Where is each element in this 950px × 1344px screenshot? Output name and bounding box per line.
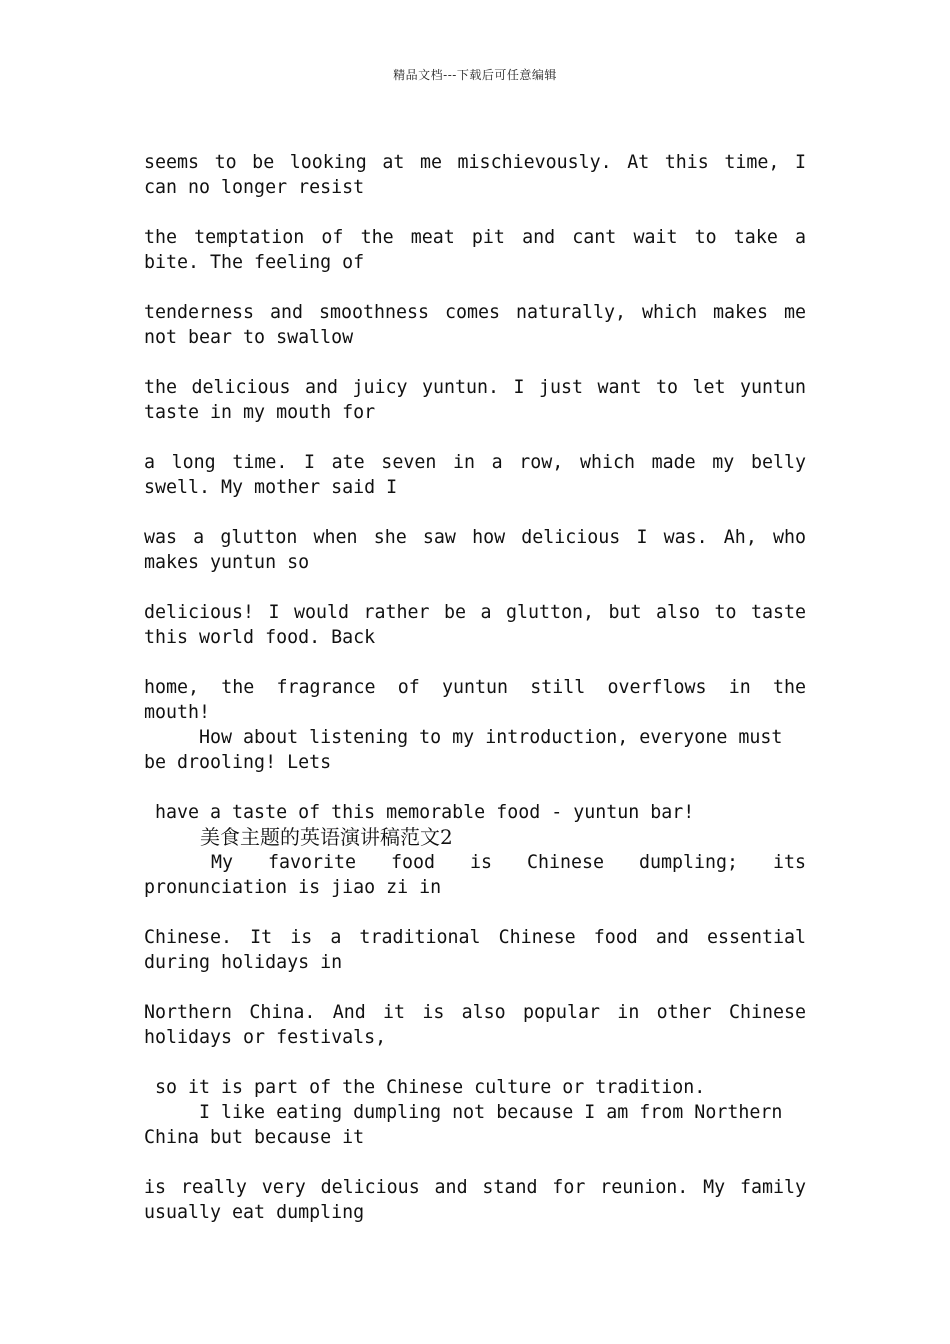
text-line: during holidays in [144,952,343,973]
text-line: was a glutton when she saw how delicious I was. Ah, who [144,527,806,548]
text-line: Northern China. And it is also popular in other Chinese [144,1002,806,1023]
text-line: taste in my mouth for [144,402,376,423]
page-header: 精品文档---下载后可任意编辑 [393,68,557,82]
text-line: home, the fragrance of yuntun still overflows in the [144,677,806,698]
text-line: makes yuntun so [144,552,310,573]
text-line: be drooling! Lets [144,752,332,773]
text-line: My favorite food is Chinese dumpling; its [211,852,806,873]
text-line: How about listening to my introduction, everyone must [144,727,783,748]
text-line: bite. The feeling of [144,252,365,273]
text-line: the delicious and juicy yuntun. I just want to let yuntun [144,377,806,398]
text-line: can no longer resist [144,177,365,198]
text-line: I like eating dumpling not because I am from Northern [144,1102,783,1123]
text-line: China but because it [144,1127,365,1148]
text-line: tenderness and smoothness comes naturally, which makes me [144,302,806,323]
text-line: Chinese. It is a traditional Chinese food and essential [144,927,806,948]
text-line: the temptation of the meat pit and cant wait to take a [144,227,806,248]
text-line: pronunciation is jiao zi in [144,877,442,898]
text-line: not bear to swallow [144,327,354,348]
text-line: mouth! [144,702,211,723]
section-heading: 美食主题的英语演讲稿范文2 [200,825,453,849]
text-line: this world food. Back [144,627,376,648]
text-line: have a taste of this memorable food - yuntun bar! [144,802,695,823]
text-line: swell. My mother said I [144,477,398,498]
text-line: delicious! I would rather be a glutton, but also to taste [144,602,806,623]
text-line: seems to be looking at me mischievously. At this time, I [144,152,806,173]
document-body [144,150,806,1225]
text-line: a long time. I ate seven in a row, which made my belly [144,452,806,473]
text-line: holidays or festivals, [144,1027,387,1048]
text-line: usually eat dumpling [144,1202,365,1223]
text-line: is really very delicious and stand for reunion. My family [144,1177,806,1198]
text-line: so it is part of the Chinese culture or tradition. [144,1077,706,1098]
